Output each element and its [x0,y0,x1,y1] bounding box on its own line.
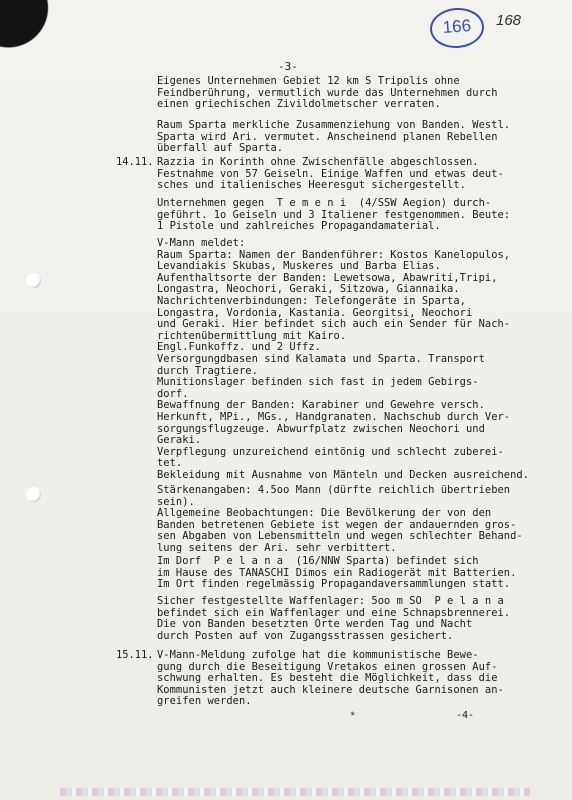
text-line: Sparta wird Ari. vermutet. Anscheinend planen Rebellen [157,130,498,143]
text-line: Feindberührung, vermutlich wurde das Unternehmen durch [157,86,498,99]
archive-stamp [429,6,486,50]
page-header: -3- [278,60,298,73]
text-line: sches und italienisches Heeresgut sichergestellt. [157,179,466,192]
text-line: und Geraki. Hier befindet sich auch ein Sender für Nach- [157,318,511,331]
text-line: V-Mann meldet: [157,237,246,249]
handwritten-page-number: 168 [496,12,522,29]
text-line: schwung erhalten. Es besteht die Möglichkeit, dass die [157,672,498,685]
text-line: Kommunisten jetzt auch kleinere deutsche Garnisonen an- [157,683,504,696]
text-line: einen griechischen Zivildolmetscher verraten. [157,98,441,111]
text-line: Nachrichtenverbindungen: Telefongeräte in Sparta, [157,295,466,307]
entry-date: 14.11. [116,156,154,168]
text-line: tet. [157,457,183,470]
stamp-number: 166 [442,16,472,37]
footer-mark: * [350,711,356,721]
text-line: Verpflegung unzureichend eintönig und schlecht zuberei- [157,445,504,458]
text-line: Longastra, Neochori, Geraki, Sitzowa, Giannaika. [157,283,460,296]
text-line: V-Mann-Meldung zufolge hat die kommunistische Bewe- [157,649,479,661]
scan-corner-shadow [0,0,56,52]
text-line: Sicher festgestellte Waffenlager: 5oo m SO P e l a n a [157,595,504,607]
scan-color-strip [60,788,530,796]
punch-hole-top [26,273,41,288]
text-line: Bewaffnung der Banden: Karabiner und Gewehre versch. [157,399,485,412]
text-line: sorgungsflugzeuge. Abwurfplatz zwischen Neochori und [157,422,485,435]
text-line: Banden betretenen Gebiete ist wegen der andauernden gros- [157,518,517,531]
text-line: befindet sich ein Waffenlager und eine Schnapsbrennerei. [157,606,511,619]
text-line: Die von Banden besetzten Orte werden Tag und Nacht [157,618,473,631]
text-line: 1 Pistole und zahlreiches Propagandamaterial. [157,220,441,233]
text-line: Im Ort finden regelmässig Propagandaversammlungen statt. [157,578,511,591]
text-line: durch Posten auf von Zugangsstrassen gesichert. [157,629,454,642]
text-line: Engl.Funkoffz. und 2 Uffz. [157,341,321,354]
text-line: Longastra, Vordonia, Kastania. Georgitsi, Neochori [157,306,473,319]
text-line: Aufenthaltsorte der Banden: Lewetsowa, Abawriti,Tripi, [157,271,498,284]
text-line: dorf. [157,387,189,400]
text-line: Im Dorf P e l a n a (16/NNW Sparta) befindet sich [157,555,479,567]
text-line: lung seitens der Ari. sehr verbittert. [157,542,397,554]
entry-date: 15.11. [116,649,154,661]
text-line: Geraki. [157,434,202,447]
text-line: richtenübermittlung mit Kairo. [157,329,347,342]
text-line: geführt. 1o Geiseln und 3 Italiener festgenommen. Beute: [157,208,511,221]
text-line: Herkunft, MPi., MGs., Handgranaten. Nachschub durch Ver- [157,411,511,423]
text-line: Stärkenangaben: 4.5oo Mann (dürfte reichlich übertrieben [157,484,511,496]
text-line: im Hause des TANASCHI Dimos ein Radiogerät mit Batterien. [157,566,517,579]
text-line: überfall auf Sparta. [157,142,284,155]
text-line: durch Tragtiere. [157,364,258,377]
text-line: Festnahme von 57 Geiseln. Einige Waffen und etwas deut- [157,167,504,180]
text-line: sein). [157,495,195,508]
text-line: Bekleidung mit Ausnahme von Mänteln und Decken ausreichend. [157,469,530,481]
text-line: Munitionslager befinden sich fast in jedem Gebirgs- [157,376,479,389]
text-line: sen Abgaben von Lebensmitteln und wegen schlechter Behand- [157,530,523,543]
text-line: Razzia in Korinth ohne Zwischenfälle abgeschlossen. [157,156,479,168]
text-line: Raum Sparta merkliche Zusammenziehung von Banden. Westl. [157,119,511,131]
text-line: Versorgungdbasen sind Kalamata und Sparta. Transport [157,353,485,365]
text-line: Unternehmen gegen T e m e n i (4/SSW Aegion) durch- [157,197,492,209]
text-line: Levandiakis Skubas, Muskeres und Barba Elias. [157,260,441,273]
text-line: Eigenes Unternehmen Gebiet 12 km S Tripolis ohne [157,75,460,87]
text-line: greifen werden. [157,695,252,708]
text-line: Raum Sparta: Namen der Bandenführer: Kostos Kanelopulos, [157,248,511,261]
text-line: gung durch die Beseitigung Vretakos einen grossen Auf- [157,660,498,673]
punch-hole-bottom [26,487,41,502]
next-page-marker: -4- [456,710,475,721]
text-line: Allgemeine Beobachtungen: Die Bevölkerung der von den [157,507,492,520]
